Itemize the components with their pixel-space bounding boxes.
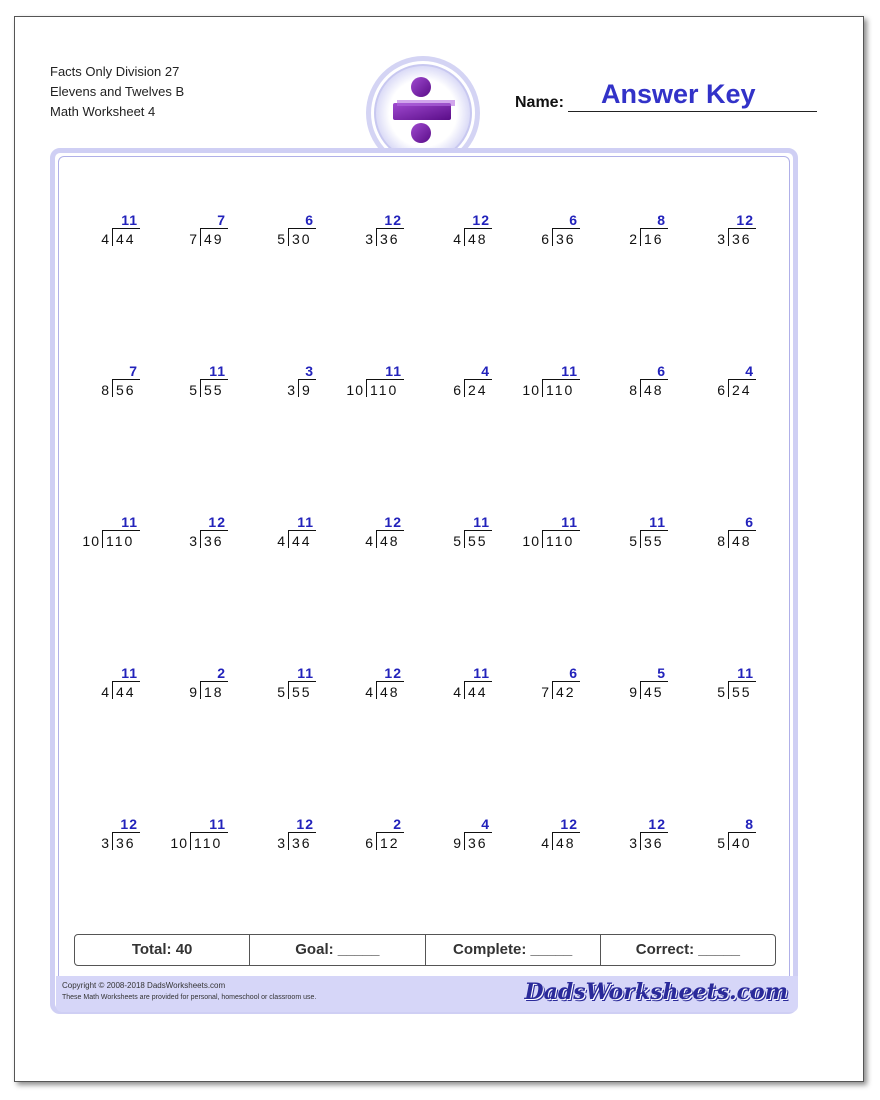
division-bracket bbox=[112, 379, 114, 397]
division-bracket bbox=[200, 379, 202, 397]
division-bar bbox=[552, 228, 580, 229]
copyright-text: Copyright © 2008-2018 DadsWorksheets.com bbox=[62, 981, 226, 990]
division-bracket bbox=[640, 832, 642, 850]
division-bar bbox=[728, 832, 756, 833]
division-bar bbox=[376, 530, 404, 531]
division-problem bbox=[324, 816, 404, 858]
divisor: 10 bbox=[522, 533, 540, 549]
quotient-answer: 6 bbox=[745, 514, 754, 530]
dividend: 36 bbox=[468, 835, 488, 851]
goal-cell[interactable]: Goal: _____ bbox=[249, 935, 424, 965]
dividend: 16 bbox=[644, 231, 664, 247]
division-problem bbox=[236, 363, 316, 405]
divisor: 9 bbox=[453, 835, 462, 851]
score-bar bbox=[74, 934, 776, 966]
division-bracket bbox=[366, 379, 368, 397]
division-bracket bbox=[190, 832, 192, 850]
divisor: 5 bbox=[277, 684, 286, 700]
division-problem bbox=[236, 665, 316, 707]
dividend: 48 bbox=[468, 231, 488, 247]
divisor: 6 bbox=[541, 231, 550, 247]
dividend: 110 bbox=[106, 533, 135, 549]
dividend: 56 bbox=[116, 382, 136, 398]
division-bar bbox=[542, 530, 580, 531]
dividend: 12 bbox=[380, 835, 400, 851]
division-bar bbox=[376, 228, 404, 229]
dividend: 36 bbox=[292, 835, 312, 851]
dividend: 36 bbox=[380, 231, 400, 247]
divisor: 3 bbox=[277, 835, 286, 851]
division-bar bbox=[464, 228, 492, 229]
division-problem bbox=[148, 816, 228, 858]
dividend: 40 bbox=[732, 835, 752, 851]
dividend: 44 bbox=[116, 231, 136, 247]
dividend: 45 bbox=[644, 684, 664, 700]
division-problem bbox=[588, 514, 668, 556]
division-bar bbox=[112, 379, 140, 380]
quotient-answer: 12 bbox=[384, 212, 402, 228]
division-bracket bbox=[200, 681, 202, 699]
divisor: 7 bbox=[189, 231, 198, 247]
divisor: 6 bbox=[453, 382, 462, 398]
dividend: 55 bbox=[204, 382, 224, 398]
divisor: 8 bbox=[101, 382, 110, 398]
divisor: 3 bbox=[365, 231, 374, 247]
division-bracket bbox=[542, 530, 544, 548]
title-line-1: Facts Only Division 27 bbox=[50, 64, 180, 79]
divisor: 5 bbox=[277, 231, 286, 247]
quotient-answer: 8 bbox=[657, 212, 666, 228]
division-problem bbox=[588, 363, 668, 405]
divisor: 8 bbox=[717, 533, 726, 549]
division-problem bbox=[236, 514, 316, 556]
dividend: 36 bbox=[644, 835, 664, 851]
division-bar bbox=[728, 530, 756, 531]
division-bracket bbox=[376, 228, 378, 246]
divisor: 9 bbox=[629, 684, 638, 700]
dividend: 48 bbox=[556, 835, 576, 851]
division-problem bbox=[412, 212, 492, 254]
division-problem bbox=[324, 665, 404, 707]
quotient-answer: 11 bbox=[297, 514, 314, 530]
dividend: 110 bbox=[546, 382, 575, 398]
division-problem bbox=[588, 816, 668, 858]
division-problem bbox=[60, 514, 140, 556]
dividend: 49 bbox=[204, 231, 224, 247]
division-bracket bbox=[288, 228, 290, 246]
divisor: 3 bbox=[189, 533, 198, 549]
division-bar bbox=[190, 832, 228, 833]
quotient-answer: 4 bbox=[481, 363, 490, 379]
divisor: 4 bbox=[101, 684, 110, 700]
division-problem bbox=[500, 514, 580, 556]
quotient-answer: 12 bbox=[648, 816, 666, 832]
quotient-answer: 12 bbox=[296, 816, 314, 832]
division-bracket bbox=[552, 681, 554, 699]
divisor: 4 bbox=[541, 835, 550, 851]
division-bar bbox=[200, 681, 228, 682]
dividend: 44 bbox=[468, 684, 488, 700]
divisor: 5 bbox=[629, 533, 638, 549]
division-bar bbox=[640, 681, 668, 682]
division-bar bbox=[288, 530, 316, 531]
quotient-answer: 7 bbox=[217, 212, 226, 228]
quotient-answer: 11 bbox=[121, 212, 138, 228]
division-bracket bbox=[640, 228, 642, 246]
dividend: 42 bbox=[556, 684, 576, 700]
division-problem bbox=[500, 665, 580, 707]
division-problem bbox=[500, 212, 580, 254]
division-bar bbox=[640, 832, 668, 833]
dividend: 48 bbox=[380, 533, 400, 549]
division-bar bbox=[464, 681, 492, 682]
division-problem bbox=[588, 665, 668, 707]
divisor: 10 bbox=[170, 835, 188, 851]
name-label: Name: bbox=[515, 94, 564, 111]
dividend: 55 bbox=[468, 533, 488, 549]
dividend: 36 bbox=[204, 533, 224, 549]
division-problem bbox=[324, 363, 404, 405]
quotient-answer: 11 bbox=[473, 514, 490, 530]
answer-key-heading: Answer Key bbox=[601, 79, 756, 109]
quotient-answer: 12 bbox=[208, 514, 226, 530]
division-problem bbox=[676, 665, 756, 707]
dividend: 44 bbox=[292, 533, 312, 549]
division-bracket bbox=[728, 228, 730, 246]
division-problem bbox=[500, 363, 580, 405]
dividend: 110 bbox=[194, 835, 223, 851]
division-bar bbox=[112, 832, 140, 833]
dividend: 24 bbox=[732, 382, 752, 398]
dividend: 18 bbox=[204, 684, 224, 700]
dividend: 9 bbox=[302, 382, 312, 398]
dividend: 36 bbox=[116, 835, 136, 851]
divisor: 9 bbox=[189, 684, 198, 700]
division-bar bbox=[288, 228, 316, 229]
usage-notice: These Math Worksheets are provided for personal, homeschool or classroom use. bbox=[62, 994, 317, 1001]
division-problem bbox=[324, 212, 404, 254]
division-bar bbox=[288, 681, 316, 682]
dividend: 48 bbox=[732, 533, 752, 549]
divisor: 10 bbox=[346, 382, 364, 398]
division-bracket bbox=[288, 832, 290, 850]
division-bracket bbox=[200, 530, 202, 548]
dividend: 48 bbox=[644, 382, 664, 398]
division-problem bbox=[60, 665, 140, 707]
division-bar bbox=[728, 681, 756, 682]
division-problem bbox=[412, 816, 492, 858]
division-bar bbox=[728, 228, 756, 229]
dividend: 30 bbox=[292, 231, 312, 247]
divisor: 8 bbox=[629, 382, 638, 398]
division-problem bbox=[236, 816, 316, 858]
division-bracket bbox=[376, 530, 378, 548]
title-line-2: Elevens and Twelves B bbox=[50, 84, 185, 99]
quotient-answer: 11 bbox=[121, 514, 138, 530]
division-problem bbox=[148, 363, 228, 405]
division-bracket bbox=[552, 832, 554, 850]
divisor: 3 bbox=[717, 231, 726, 247]
division-problem bbox=[148, 514, 228, 556]
division-problem bbox=[676, 514, 756, 556]
divisor: 10 bbox=[522, 382, 540, 398]
division-problem bbox=[412, 363, 492, 405]
division-problem bbox=[148, 212, 228, 254]
divisor: 2 bbox=[629, 231, 638, 247]
quotient-answer: 5 bbox=[657, 665, 666, 681]
quotient-answer: 3 bbox=[305, 363, 314, 379]
division-problem bbox=[236, 212, 316, 254]
division-bar bbox=[298, 379, 316, 380]
quotient-answer: 11 bbox=[121, 665, 138, 681]
total-cell: Total: 40 bbox=[131, 941, 193, 958]
division-bracket bbox=[288, 530, 290, 548]
division-bracket bbox=[728, 832, 730, 850]
division-bracket bbox=[728, 379, 730, 397]
divisor: 4 bbox=[365, 684, 374, 700]
correct-cell[interactable]: Correct: _____ bbox=[600, 935, 775, 965]
division-problem bbox=[60, 212, 140, 254]
dividend: 110 bbox=[546, 533, 575, 549]
quotient-answer: 4 bbox=[481, 816, 490, 832]
quotient-answer: 12 bbox=[120, 816, 138, 832]
division-bracket bbox=[464, 530, 466, 548]
division-bracket bbox=[200, 228, 202, 246]
footer bbox=[56, 976, 798, 1012]
division-bracket bbox=[464, 228, 466, 246]
divisor: 5 bbox=[717, 684, 726, 700]
dividend: 44 bbox=[116, 684, 136, 700]
division-problem bbox=[148, 665, 228, 707]
divisor: 5 bbox=[453, 533, 462, 549]
divisor: 4 bbox=[101, 231, 110, 247]
division-problem bbox=[60, 363, 140, 405]
quotient-answer: 6 bbox=[569, 665, 578, 681]
quotient-answer: 12 bbox=[384, 514, 402, 530]
quotient-answer: 6 bbox=[305, 212, 314, 228]
divisor: 7 bbox=[541, 684, 550, 700]
division-problem bbox=[588, 212, 668, 254]
quotient-answer: 12 bbox=[736, 212, 754, 228]
divisor: 3 bbox=[287, 382, 296, 398]
divisor: 4 bbox=[453, 231, 462, 247]
dividend: 36 bbox=[732, 231, 752, 247]
division-bar bbox=[376, 681, 404, 682]
division-bracket bbox=[728, 681, 730, 699]
division-bar bbox=[640, 530, 668, 531]
quotient-answer: 6 bbox=[569, 212, 578, 228]
division-bar bbox=[200, 228, 228, 229]
dividend: 24 bbox=[468, 382, 488, 398]
quotient-answer: 2 bbox=[217, 665, 226, 681]
divisor: 10 bbox=[82, 533, 100, 549]
division-problem bbox=[500, 816, 580, 858]
dividend: 55 bbox=[292, 684, 312, 700]
division-problem bbox=[412, 514, 492, 556]
division-bracket bbox=[640, 530, 642, 548]
division-bar bbox=[640, 379, 668, 380]
division-problem bbox=[324, 514, 404, 556]
quotient-answer: 11 bbox=[209, 363, 226, 379]
dividend: 48 bbox=[380, 684, 400, 700]
division-bracket bbox=[102, 530, 104, 548]
division-bracket bbox=[640, 681, 642, 699]
dividend: 36 bbox=[556, 231, 576, 247]
division-bracket bbox=[640, 379, 642, 397]
divisor: 4 bbox=[277, 533, 286, 549]
division-bar bbox=[464, 379, 492, 380]
division-bar bbox=[366, 379, 404, 380]
dividend: 55 bbox=[732, 684, 752, 700]
divisor: 6 bbox=[365, 835, 374, 851]
division-problem bbox=[676, 816, 756, 858]
divisor: 4 bbox=[453, 684, 462, 700]
division-bar bbox=[288, 832, 316, 833]
quotient-answer: 6 bbox=[657, 363, 666, 379]
quotient-answer: 11 bbox=[385, 363, 402, 379]
quotient-answer: 8 bbox=[745, 816, 754, 832]
division-bracket bbox=[112, 832, 114, 850]
division-bar bbox=[552, 832, 580, 833]
quotient-answer: 11 bbox=[561, 363, 578, 379]
division-problem bbox=[676, 212, 756, 254]
division-bar bbox=[552, 681, 580, 682]
divisor: 5 bbox=[717, 835, 726, 851]
division-bar bbox=[376, 832, 404, 833]
division-bracket bbox=[298, 379, 300, 397]
division-problem bbox=[60, 816, 140, 858]
divisor: 6 bbox=[717, 382, 726, 398]
dividend: 110 bbox=[370, 382, 399, 398]
division-bar bbox=[728, 379, 756, 380]
quotient-answer: 11 bbox=[473, 665, 490, 681]
title-line-3: Math Worksheet 4 bbox=[50, 104, 156, 119]
divisor: 4 bbox=[365, 533, 374, 549]
division-bar bbox=[102, 530, 140, 531]
division-bar bbox=[112, 681, 140, 682]
division-bar bbox=[200, 379, 228, 380]
division-bracket bbox=[112, 681, 114, 699]
division-problem bbox=[676, 363, 756, 405]
division-bracket bbox=[464, 379, 466, 397]
quotient-answer: 4 bbox=[745, 363, 754, 379]
quotient-answer: 11 bbox=[209, 816, 226, 832]
division-bar bbox=[200, 530, 228, 531]
quotient-answer: 11 bbox=[649, 514, 666, 530]
dividend: 55 bbox=[644, 533, 664, 549]
quotient-answer: 11 bbox=[561, 514, 578, 530]
division-bracket bbox=[542, 379, 544, 397]
division-bar bbox=[640, 228, 668, 229]
site-logo[interactable]: DadsWorksheets.com bbox=[524, 979, 788, 1005]
quotient-answer: 12 bbox=[472, 212, 490, 228]
division-bar bbox=[542, 379, 580, 380]
quotient-answer: 12 bbox=[384, 665, 402, 681]
divisor: 3 bbox=[629, 835, 638, 851]
division-bracket bbox=[288, 681, 290, 699]
division-bar bbox=[112, 228, 140, 229]
quotient-answer: 12 bbox=[560, 816, 578, 832]
division-bracket bbox=[112, 228, 114, 246]
quotient-answer: 11 bbox=[297, 665, 314, 681]
quotient-answer: 2 bbox=[393, 816, 402, 832]
division-bar bbox=[464, 832, 492, 833]
quotient-answer: 7 bbox=[129, 363, 138, 379]
divisor: 3 bbox=[101, 835, 110, 851]
division-bracket bbox=[552, 228, 554, 246]
division-bracket bbox=[728, 530, 730, 548]
complete-cell[interactable]: Complete: _____ bbox=[425, 935, 600, 965]
quotient-answer: 11 bbox=[737, 665, 754, 681]
divisor: 5 bbox=[189, 382, 198, 398]
division-bar bbox=[464, 530, 492, 531]
division-problem bbox=[412, 665, 492, 707]
division-bracket bbox=[376, 832, 378, 850]
division-bracket bbox=[376, 681, 378, 699]
division-bracket bbox=[464, 681, 466, 699]
division-bracket bbox=[464, 832, 466, 850]
